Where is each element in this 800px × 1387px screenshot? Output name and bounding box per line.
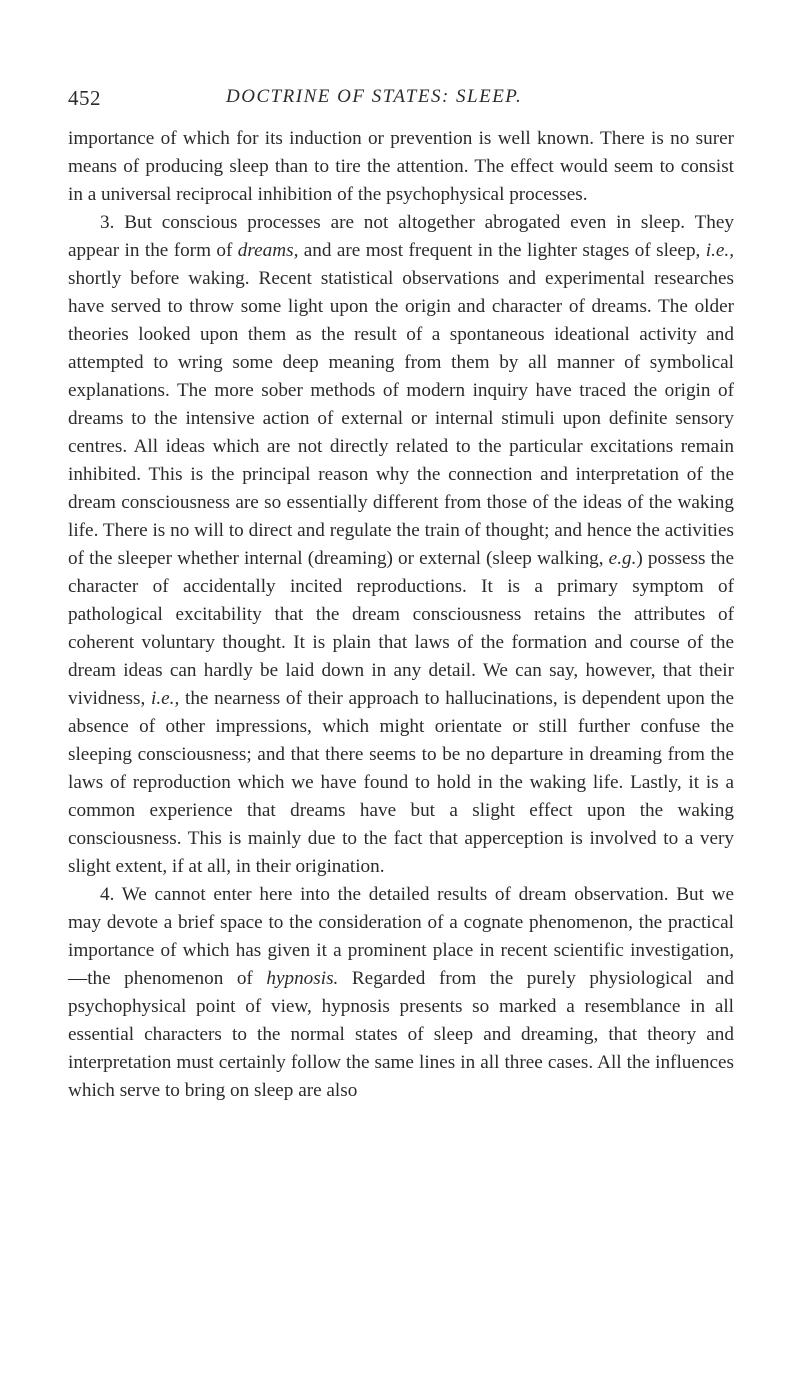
text-segment: 3. But conscious processes are not altogether abrogated even in sleep. They appear in the form of (68, 212, 734, 261)
italic-term: dreams, (237, 240, 299, 261)
text-segment: 4. We cannot enter here into the detailed results of dream observation. But we may devote a brief space to the consideration of a cognate phenomenon, the practical importance of which has given it a prominent place in recent scientific investigation,—the phenomenon of (68, 884, 734, 989)
text-segment: and are most frequent in the lighter stages of sleep, (298, 240, 706, 261)
text-segment: the nearness of their approach to hallucinations, is dependent upon the absence of other impressions, which might orientate or still further confuse the sleeping consciousness; and that there seems to be no departure in dreaming from the laws of reproduction which we have found to hold in the waking life. Lastly, it is a common experience that dreams have but a slight effect upon the waking consciousness. This is mainly due to the fact that apperception is involved to a very slight extent, if at all, in their origination. (68, 688, 734, 877)
text-segment: importance of which for its induction or prevention is well known. There is no surer means of producing sleep than to tire the attention. The effect would seem to consist in a universal reciprocal inhibition of the psychophysical processes. (68, 128, 734, 205)
italic-term: i.e., (151, 688, 180, 709)
page-header (68, 86, 734, 116)
text-segment: Regarded from the purely physiological and psychophysical point of view, hypnosis presents so marked a resemblance in all essential characters to the normal states of sleep and dreaming, that theory and interpretation must certainly follow the same lines in all three cases. All the influences which serve to bring on sleep are also (68, 968, 734, 1101)
text-segment: ) possess the character of accidentally incited reproductions. It is a primary symptom of pathological excitability that the dream consciousness retains the attributes of coherent voluntary thought. It is plain that laws of the formation and course of the dream ideas can hardly be laid down in any detail. We can say, however, that their vividness, (68, 548, 735, 709)
running-head: DOCTRINE OF STATES: SLEEP. (226, 86, 523, 107)
paragraph-3 (68, 881, 734, 1105)
page-number: 452 (68, 86, 101, 110)
text-segment: shortly before waking. Recent statistical observations and experimental researches have served to throw some light upon the origin and character of dreams. The older theories looked upon them as the result of a spontaneous ideational activity and attempted to wring some deep meaning from them by all manner of symbolical explanations. The more sober methods of modern inquiry have traced the origin of dreams to the intensive action of external or internal stimuli upon definite sensory centres. All ideas which are not directly related to the particular excitations remain inhibited. This is the principal reason why the connection and interpretation of the dream consciousness are so essentially different from those of the ideas of the waking life. There is no will to direct and regulate the train of thought; and hence the activities of the sleeper whether internal (dreaming) or external (sleep walking, (68, 268, 734, 569)
body-text (68, 125, 734, 1105)
paragraph-1 (68, 125, 734, 209)
italic-term: e.g. (608, 548, 637, 569)
paragraph-2 (68, 209, 734, 881)
italic-term: i.e., (705, 240, 734, 261)
italic-term: hypnosis. (266, 968, 339, 989)
